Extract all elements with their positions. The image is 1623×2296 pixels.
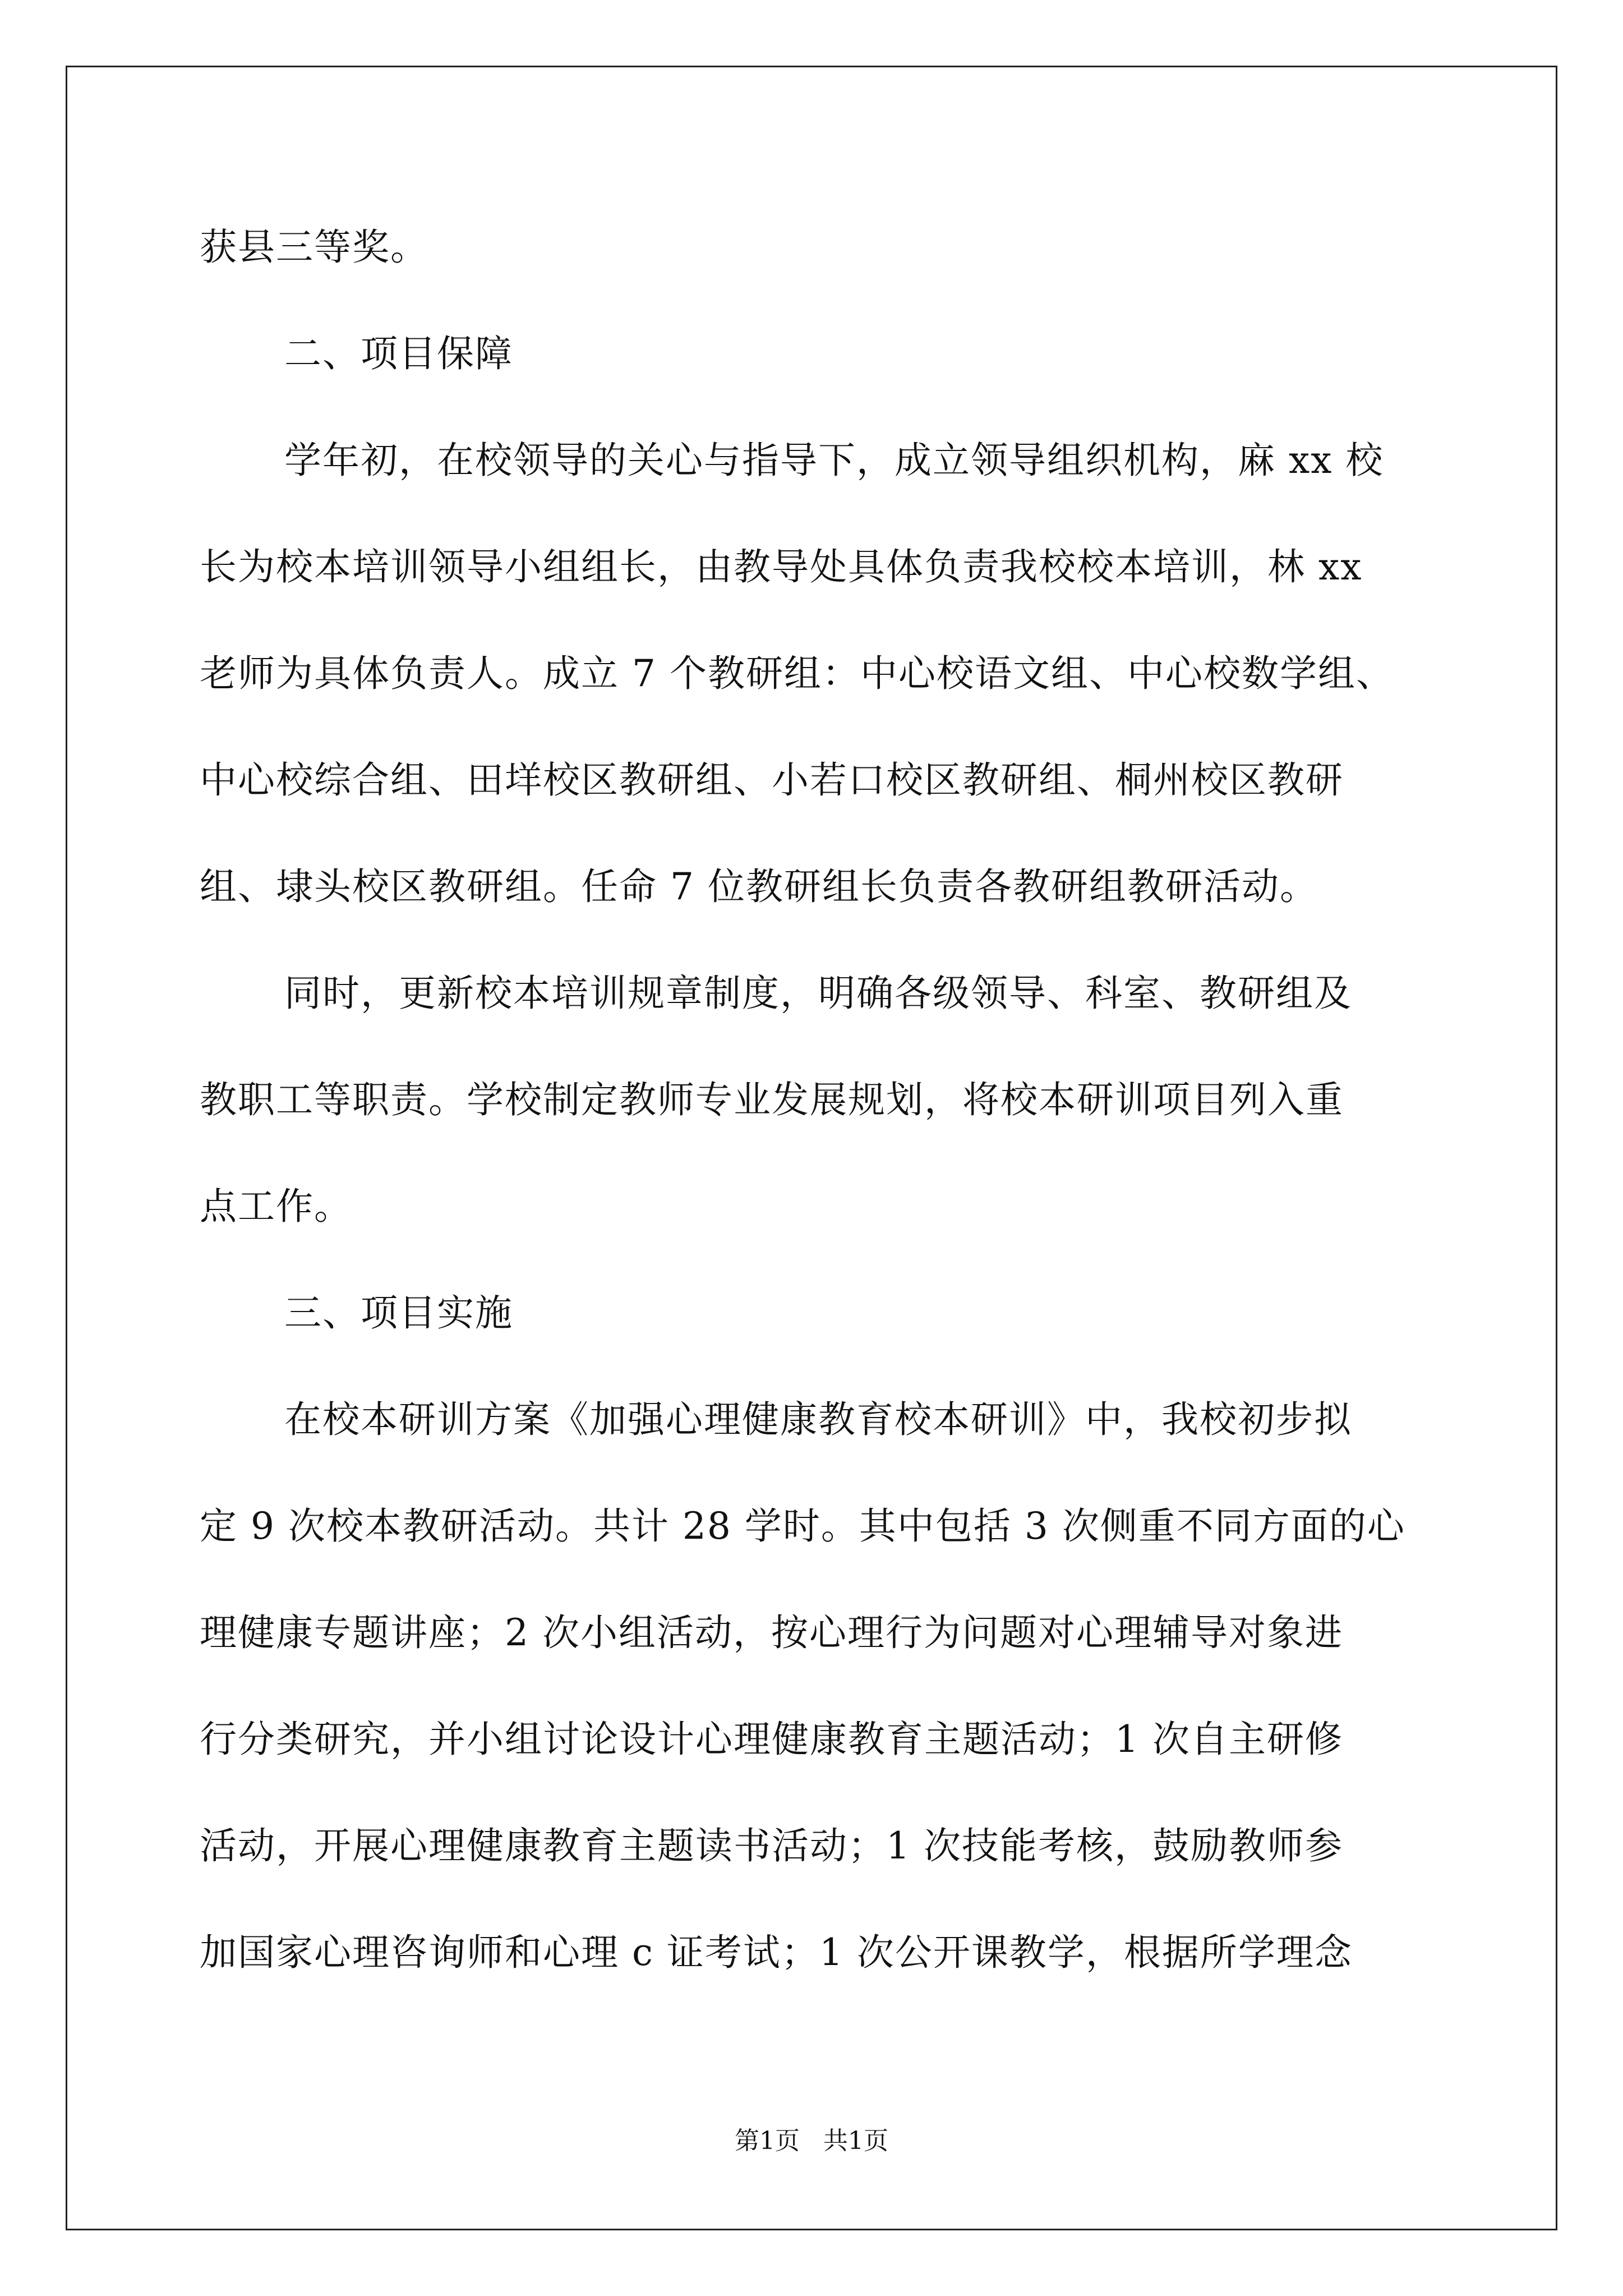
text-line: 老师为具体负责人。成立 7 个教研组：中心校语文组、中心校数学组、 — [200, 652, 1394, 695]
text-line: 点工作。 — [200, 1185, 352, 1228]
text-line: 获县三等奖。 — [200, 226, 428, 269]
text-line: 中心校综合组、田垟校区教研组、小若口校区教研组、桐州校区教研 — [200, 758, 1344, 802]
text-line: 组、埭头校区教研组。任命 7 位教研组长负责各教研组教研活动。 — [200, 865, 1318, 908]
text-line: 加国家心理咨询师和心理 c 证考试；1 次公开课教学，根据所学理念 — [200, 1931, 1353, 1974]
text-line: 在校本研训方案《加强心理健康教育校本研训》中，我校初步拟 — [284, 1398, 1352, 1441]
text-line: 定 9 次校本教研活动。共计 28 学时。其中包括 3 次侧重不同方面的心 — [200, 1504, 1405, 1548]
text-line: 长为校本培训领导小组组长，由教导处具体负责我校校本培训，林 xx — [200, 545, 1363, 588]
text-line: 行分类研究，并小组讨论设计心理健康教育主题活动；1 次自主研修 — [200, 1718, 1343, 1761]
text-line: 活动，开展心理健康教育主题读书活动；1 次技能考核，鼓励教师参 — [200, 1824, 1343, 1867]
page-border — [66, 66, 1557, 2230]
section-heading: 二、项目保障 — [284, 332, 513, 375]
text-line: 教职工等职责。学校制定教师专业发展规划，将校本研训项目列入重 — [200, 1078, 1344, 1121]
section-heading: 三、项目实施 — [284, 1291, 513, 1335]
text-line: 理健康专题讲座；2 次小组活动，按心理行为问题对心理辅导对象进 — [200, 1611, 1343, 1654]
text-line: 同时，更新校本培训规章制度，明确各级领导、科室、教研组及 — [284, 972, 1352, 1015]
text-line: 学年初，在校领导的关心与指导下，成立领导组织机构，麻 xx 校 — [284, 439, 1384, 482]
page-number-footer: 第1页 共1页 — [735, 2127, 888, 2155]
